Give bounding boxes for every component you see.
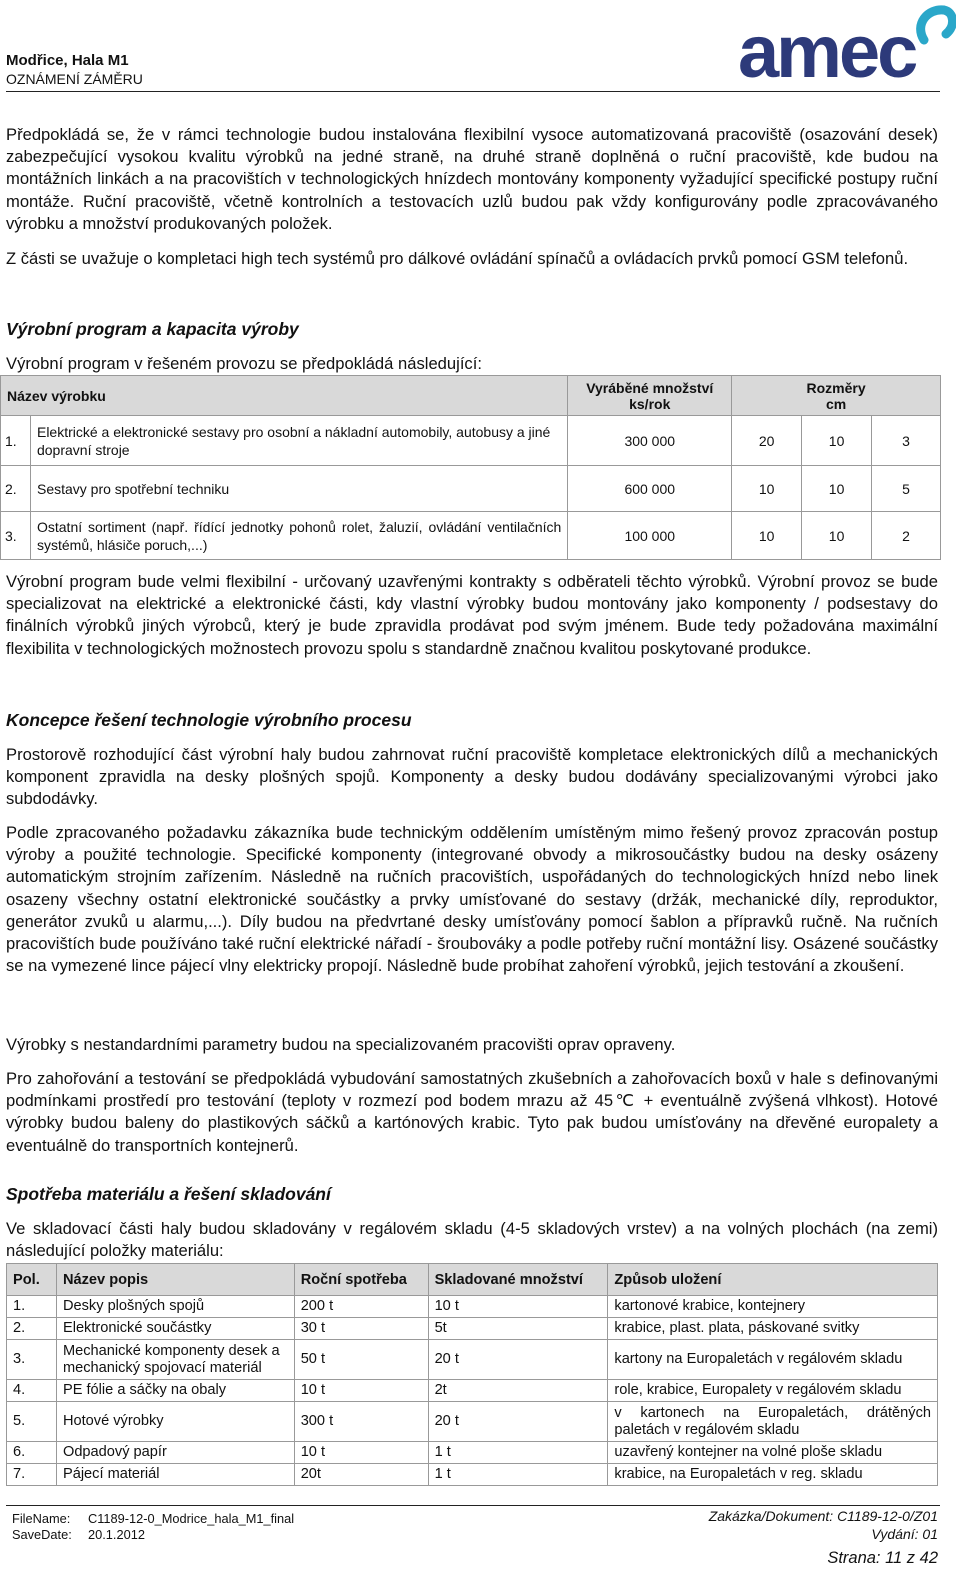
cell-storage-method: uzavřený kontejner na volné ploše skladu [608,1442,938,1464]
paragraph-testing: Pro zahořování a testování se předpokládá vybudování samostatných zkušebních a zahořovacích boxů v hale s definovanými podmínkami prostředí pro testování (teploty v rozmezí pod bodem mrazu až 45℃ + eventuálně zvýšená vlhkost). Hotové výrobky budou baleny do plastikových sáčků a kartónových krabic. Tyto pak budou umísťovány na dřevěné europalety a eventuálně do transportních kontejnerů. [6,1069,938,1155]
header-quantity [568,376,732,416]
cell-annual-consumption: 50 t [294,1340,428,1380]
cell-position: 1. [7,1296,57,1318]
header-dimensions [732,376,941,416]
product-dim-3: 2 [872,512,941,560]
header-storage-method: Způsob uložení [608,1264,938,1296]
paragraph-workstations: Předpokládá se, že v rámci technologie budou instalována flexibilní vysoce automatizovaná pracoviště (osazování desek) zabezpečující vysokou kvalitu výrobků na jedné straně, na druhé straně doplněná o ruční pracoviště, kde budou na montážních linkách a na pracovištích v technologických hnízdech montovány komponenty vyžadující specifické postupy ruční montáže. Ruční pracoviště, včetně kontrolních a testovacích uzlů budou pak vždy konfigurovány podle zpracovávaného výrobku a množství produkovaných položek. [6,125,938,233]
table-row [1,512,941,560]
cell-position: 2. [7,1318,57,1340]
cell-description: Desky plošných spojů [56,1296,294,1318]
header-position: Pol. [7,1264,57,1296]
cell-storage-method: kartonové krabice, kontejnery [608,1296,938,1318]
product-dim-2: 10 [802,466,872,512]
cell-stored-amount: 20 t [428,1340,608,1380]
header-dimensions-label: Rozměry [806,379,866,396]
table-row [7,1402,938,1442]
cell-storage-method: kartony na Europaletách v regálovém skladu [608,1340,938,1380]
cell-stored-amount: 5t [428,1318,608,1340]
header-quantity-unit: ks/rok [629,395,671,412]
product-name: Sestavy pro spotřební techniku [30,466,567,512]
product-table-header [1,376,941,416]
product-name: Elektrické a elektronické sestavy pro osobní a nákladní automobily, autobusy a jiné dopravní stroje [30,416,567,466]
footer-savedate: 20.1.2012 [88,1527,145,1542]
cell-stored-amount: 1 t [428,1464,608,1486]
paragraph-repairs: Výrobky s nestandardními parametry budou na specializovaném pracovišti oprav opraveny. [6,1035,676,1054]
cell-description: Odpadový papír [56,1442,294,1464]
cell-stored-amount: 10 t [428,1296,608,1318]
cell-description: Elektronické součástky [56,1318,294,1340]
cell-annual-consumption: 20t [294,1464,428,1486]
table-row [1,466,941,512]
cell-stored-amount: 2t [428,1380,608,1402]
cell-position: 6. [7,1442,57,1464]
product-dim-1: 20 [732,416,802,466]
product-table [0,375,941,560]
cell-stored-amount: 20 t [428,1402,608,1442]
cell-position: 4. [7,1380,57,1402]
product-name: Ostatní sortiment (např. řídící jednotky pohonů rolet, žaluzií, ovládání ventilačních systémů, hlásiče poruch,...) [30,512,567,560]
row-number: 2. [1,466,31,512]
product-quantity: 300 000 [568,416,732,466]
header-stored-amount: Skladované množství [428,1264,608,1296]
footer-page-number: Strana: 11 z 42 [827,1549,938,1567]
cell-description: PE fólie a sáčky na obaly [56,1380,294,1402]
cell-annual-consumption: 10 t [294,1380,428,1402]
footer-divider [6,1505,940,1506]
paragraph-gsm: Z části se uvažuje o kompletaci high tech systémů pro dálkové ovládání spínačů a ovládacích prvků pomocí GSM telefonů. [6,249,909,268]
cell-annual-consumption: 30 t [294,1318,428,1340]
header-quantity-label: Vyráběné množství [586,379,714,396]
cell-description: Mechanické komponenty desek a mechanický spojovací materiál [56,1340,294,1380]
cell-position: 5. [7,1402,57,1442]
product-quantity: 100 000 [568,512,732,560]
cell-storage-method: krabice, na Europaletách v reg. skladu [608,1464,938,1486]
row-number: 1. [1,416,31,466]
cell-description: Hotové výrobky [56,1402,294,1442]
table-row [7,1340,938,1380]
document-title: Modřice, Hala M1 [6,52,129,69]
paragraph-program-intro: Výrobní program v řešeném provozu se předpokládá následující: [6,354,482,373]
product-dim-2: 10 [802,512,872,560]
table-row [7,1464,938,1486]
paragraph-assembly-space: Prostorově rozhodující část výrobní haly budou zahrnovat ruční pracoviště kompletace elektronických dílů a mechanických komponent zpravidla na desky plošných spojů. Komponenty a desky budou dodávány specializovanými výrobci jako subdodávky. [6,745,938,809]
product-quantity: 600 000 [568,466,732,512]
table-row [7,1442,938,1464]
product-dim-2: 10 [802,416,872,466]
cell-annual-consumption: 10 t [294,1442,428,1464]
header-dimensions-unit: cm [825,395,847,412]
paragraph-process: Podle zpracovaného požadavku zákazníka bude technickým oddělením umístěným mimo řešený provoz zpracován postup výroby a použité technologie. Specifické komponenty (integrované obvody a mikrosoučástky budou na desky osázeny automatickým strojním zařízením. Následně na ručních pracovištích, uspořádaných do technologických hnízd nebo linek osazeny všechny ostatní elektronické součástky a prvky umísťované do sestavy (držák, mechanické díly, reproduktor, generátor zvuků u alarmu,...). Díly budou na předvrtané desky umísťovány pomocí šablon a přípravků ručně. Na ručních pracovištích bude používáno také ruční elektrické nářadí - šroubováky a podle potřeby ruční montážní lisy. Osázené součástky se na vymezené lince pájecí vlny elektricky propojí. Následně bude probíhat zahoření výrobků, jejich testování a zkoušení. [6,823,938,976]
footer-filename: C1189-12-0_Modrice_hala_M1_final [88,1511,295,1526]
product-dim-3: 5 [872,466,941,512]
footer-savedate-label: SaveDate: [12,1527,72,1542]
product-dim-1: 10 [732,512,802,560]
cell-position: 3. [7,1340,57,1380]
header-annual-consumption: Roční spotřeba [294,1264,428,1296]
footer-filename-label: FileName: [12,1511,71,1526]
paragraph-storage: Ve skladovací části haly budou skladovány v regálovém skladu (4-5 skladových vrstev) a na volných plochách (na zemi) následující položky materiálu: [6,1219,938,1261]
logo-wordmark: amec [738,10,916,84]
table-row [7,1296,938,1318]
heading-technology-concept: Koncepce řešení technologie výrobního procesu [6,710,412,730]
row-number: 3. [1,512,31,560]
material-table [6,1263,938,1486]
product-dim-3: 3 [872,416,941,466]
cell-annual-consumption: 300 t [294,1402,428,1442]
table-row [1,416,941,466]
cell-description: Pájecí materiál [56,1464,294,1486]
amec-logo [738,4,956,84]
table-row [7,1380,938,1402]
header-divider [6,91,940,92]
product-dim-1: 10 [732,466,802,512]
cell-stored-amount: 1 t [428,1442,608,1464]
cell-storage-method: krabice, plast. plata, páskované svitky [608,1318,938,1340]
cell-storage-method: v kartonech na Europaletách, drátěných paletách v regálovém skladu [608,1402,938,1442]
footer-issue: Vydání: 01 [871,1526,938,1542]
cell-annual-consumption: 200 t [294,1296,428,1318]
footer-order: Zakázka/Dokument: C1189-12-0/Z01 [708,1508,938,1524]
header-product-name: Název výrobku [1,376,568,416]
table-row [7,1318,938,1340]
header-description: Název popis [56,1264,294,1296]
document-subtitle: OZNÁMENÍ ZÁMĚRU [6,71,143,87]
material-table-header [7,1264,938,1296]
heading-production-program: Výrobní program a kapacita výroby [6,319,299,339]
cell-storage-method: role, krabice, Europalety v regálovém skladu [608,1380,938,1402]
paragraph-flexibility: Výrobní program bude velmi flexibilní - určovaný uzavřenými kontrakty s odběrateli těchto výrobků. Výrobní provoz se bude specializovat na elektrické a elektronické části, kdy vlastní výrobky budou montovány jako komponenty / podsestavy do finálních výrobků jiných výrobců, který je bude zpravidla prodávat pod svým jménem. Bude tedy požadována maximální flexibilita v technologických možnostech provozu spolu s standardně značnou kvalitou poskytované produkce. [6,572,938,658]
heading-materials: Spotřeba materiálu a řešení skladování [6,1184,331,1204]
cell-position: 7. [7,1464,57,1486]
